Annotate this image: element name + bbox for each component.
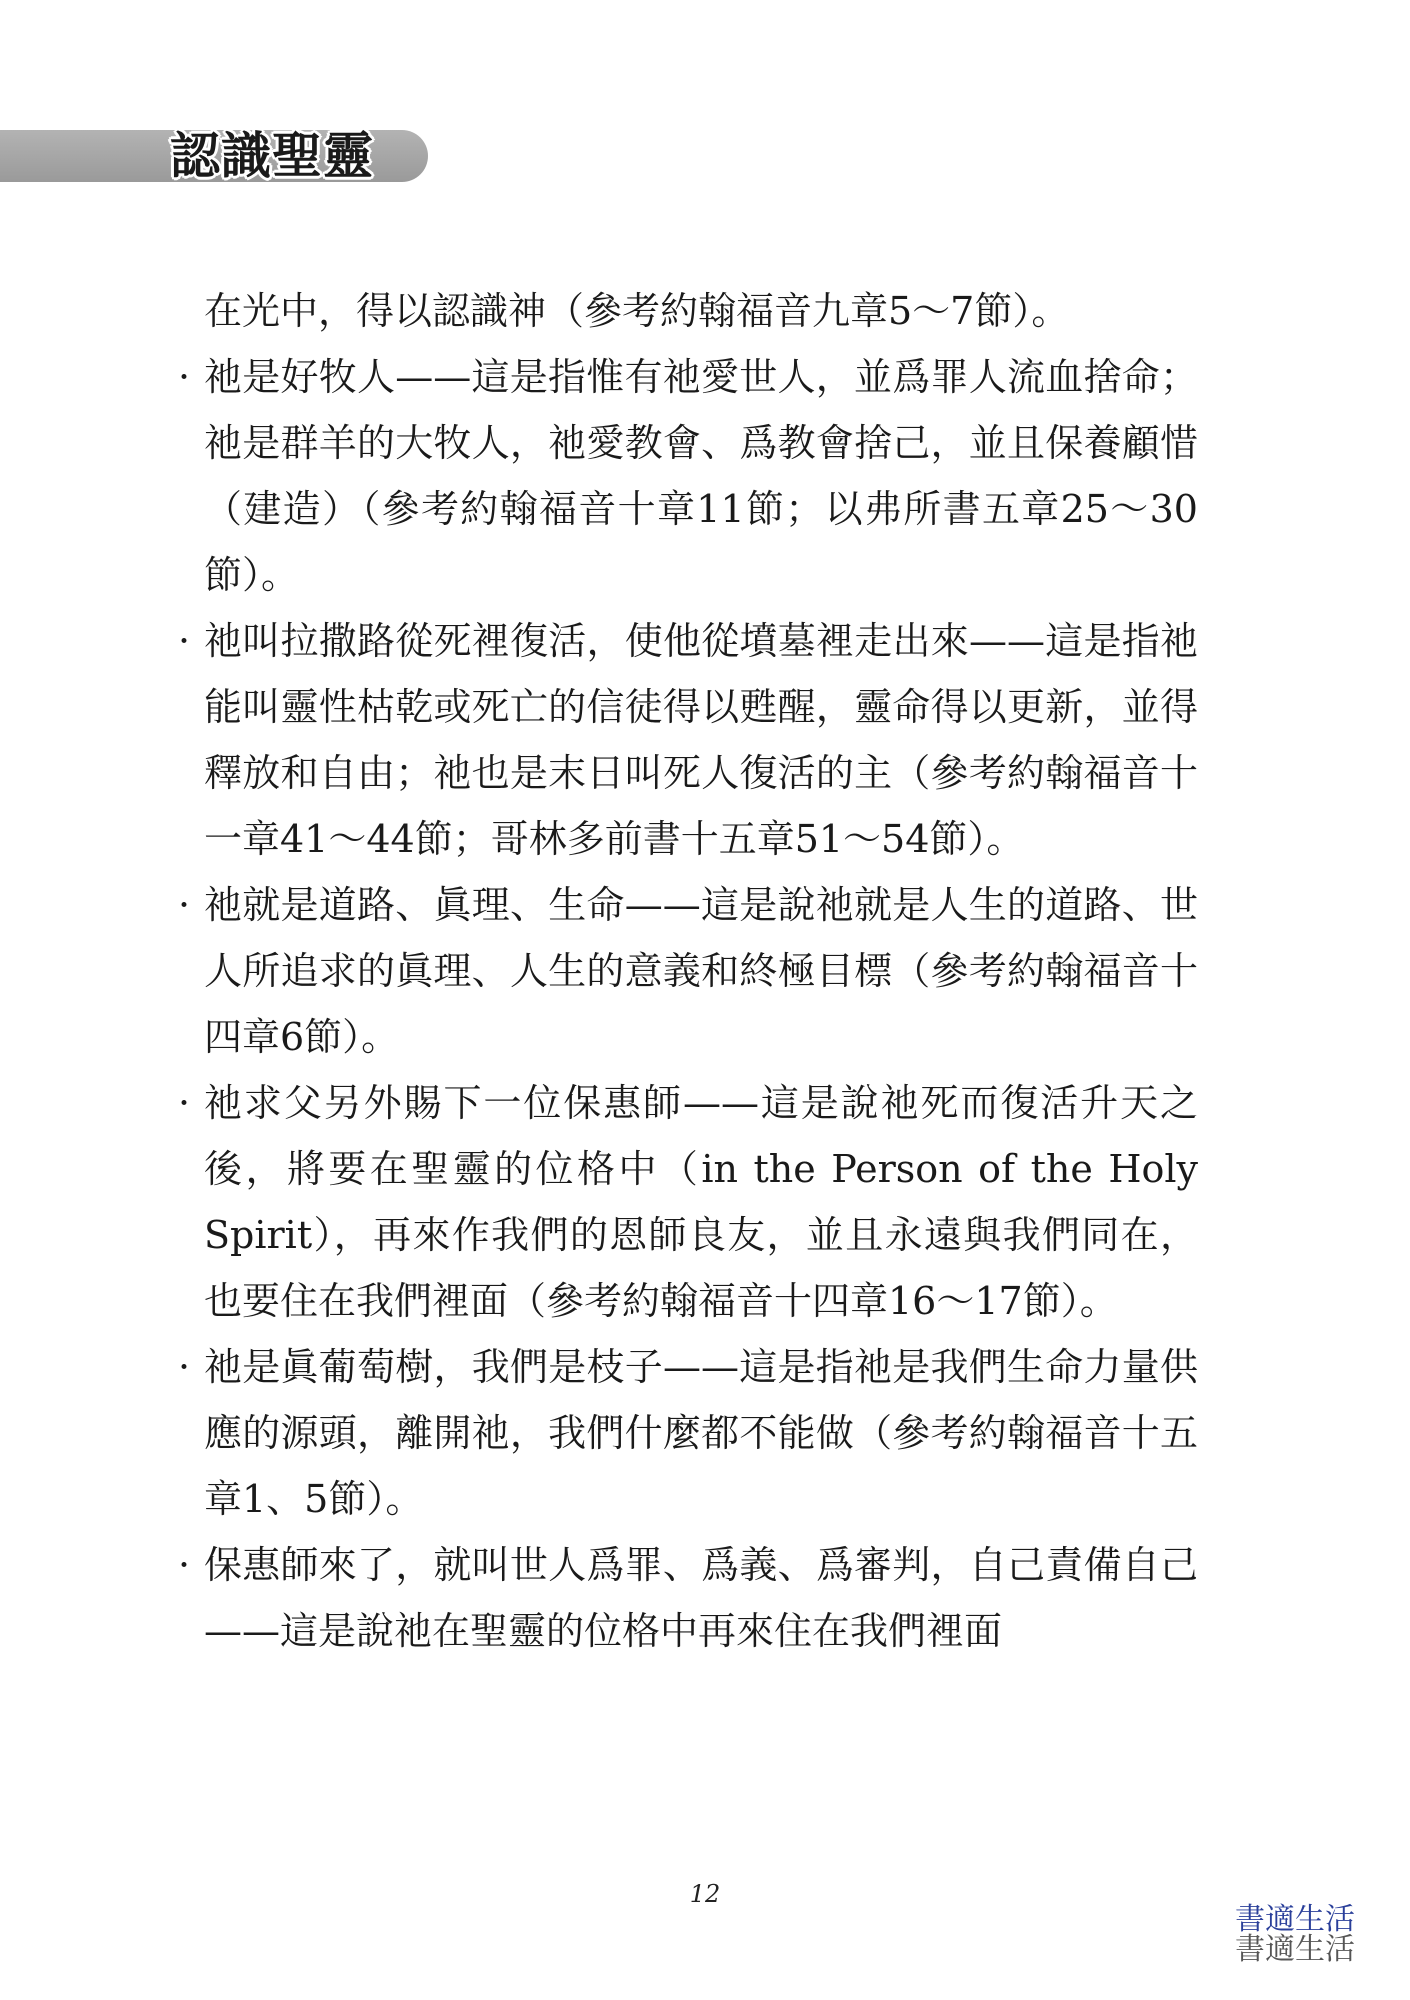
intro-line: 在光中，得以認識神（參考約翰福音九章5～7節）。: [204, 289, 1070, 333]
bullet-marker: ·: [178, 1345, 191, 1389]
bullet-marker: ·: [178, 1081, 191, 1125]
bullet-text: 祂是好牧人——這是指惟有祂愛世人，並爲罪人流血捨命；祂是群羊的大牧人，祂愛教會、爲教會捨己，並且保養顧惜（建造）（參考約翰福音十章11節；以弗所書五章25～30節）。: [204, 355, 1198, 597]
bullet-marker: ·: [178, 619, 191, 663]
chapter-title: 認識聖靈: [170, 126, 374, 185]
watermark-line-2: 書適生活: [1235, 1932, 1355, 1967]
bullet-text: 祂是眞葡萄樹，我們是枝子——這是指祂是我們生命力量供應的源頭，離開祂，我們什麼都不能做（參考約翰福音十五章1、5節）。: [204, 1345, 1198, 1521]
bullet-item: [178, 1070, 1198, 1334]
bullet-text: 祂叫拉撒路從死裡復活，使他從墳墓裡走出來——這是指祂能叫靈性枯乾或死亡的信徒得以甦醒，靈命得以更新，並得釋放和自由；祂也是末日叫死人復活的主（參考約翰福音十一章41～44節；哥林多前書十五章51～54節）。: [204, 619, 1198, 861]
bullet-marker: ·: [178, 1543, 191, 1587]
page-body: [178, 278, 1198, 1664]
bullet-text: 祂就是道路、眞理、生命——這是說祂就是人生的道路、世人所追求的眞理、人生的意義和終極目標（參考約翰福音十四章6節）。: [204, 883, 1198, 1059]
bullet-text: 祂求父另外賜下一位保惠師——這是說祂死而復活升天之後，將要在聖靈的位格中（in the Person of the Holy Spirit），再來作我們的恩師良友，並且永遠與我們同在，也要住在我們裡面（參考約翰福音十四章16～17節）。: [204, 1081, 1198, 1323]
publisher-watermark: [1235, 1902, 1355, 1967]
bullet-item: [178, 1532, 1198, 1664]
bullet-marker: ·: [178, 883, 191, 927]
bullet-item: [178, 872, 1198, 1070]
watermark-line-1: 書適生活: [1235, 1902, 1355, 1937]
bullet-text: 保惠師來了，就叫世人爲罪、爲義、爲審判，自己責備自己——這是說祂在聖靈的位格中再來住在我們裡面: [204, 1543, 1198, 1653]
bullet-item: [178, 608, 1198, 872]
page-number: 12: [689, 1880, 721, 1908]
bullet-marker: ·: [178, 355, 191, 399]
bullet-item: [178, 1334, 1198, 1532]
bullet-item: [178, 344, 1198, 608]
